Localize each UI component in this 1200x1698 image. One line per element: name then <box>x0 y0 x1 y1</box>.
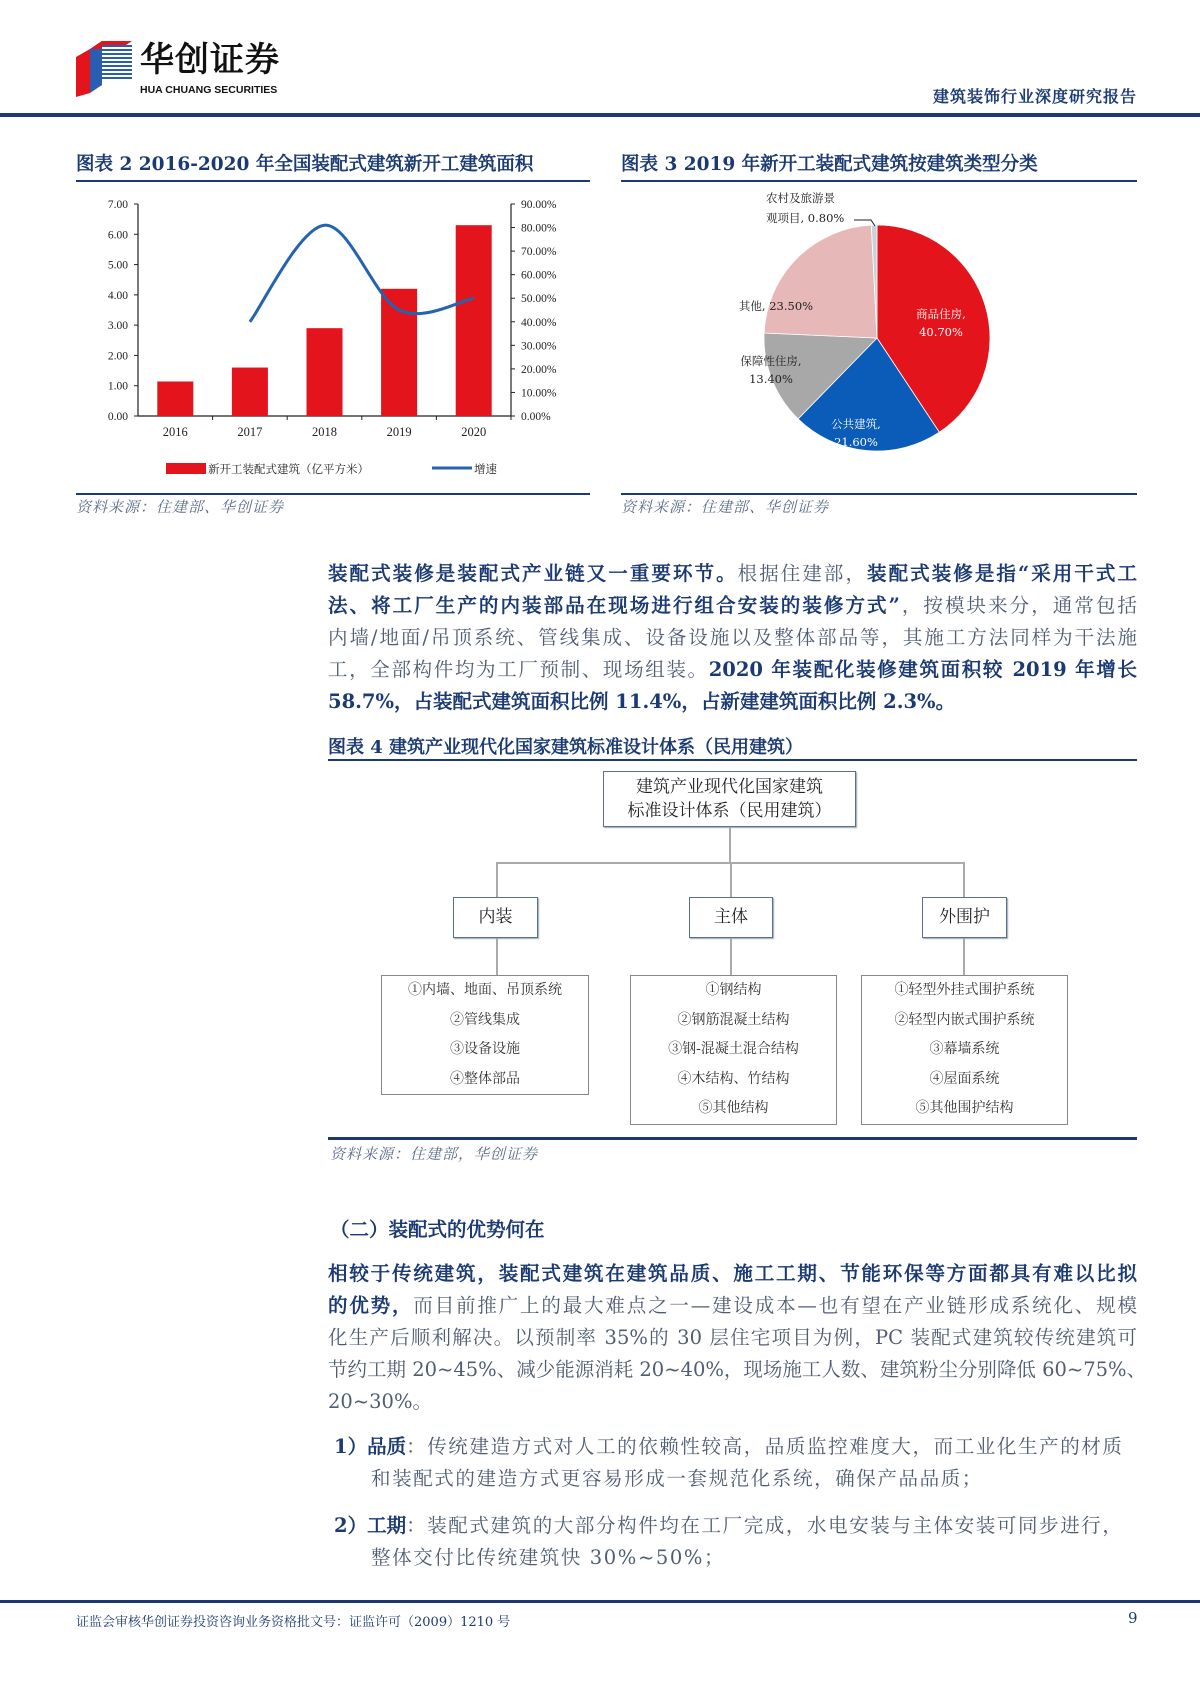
y2-tick-label: 0.00% <box>521 411 551 423</box>
text: 节约工期 20~45%、减少能源消耗 20~40%，现场施工人数、建筑粉尘分别降低 60~75%、 <box>328 1358 1147 1381</box>
x-tick-label: 2016 <box>162 425 188 439</box>
y-tick-label: 2.00 <box>107 350 128 363</box>
list-item-line <box>334 1510 1164 1542</box>
bold-text: 法、将工厂生产的内装部品在现场进行组合安装的装修方式” <box>328 594 900 617</box>
report-type: 建筑装饰行业深度研究报告 <box>932 87 1137 106</box>
y-tick-label: 4.00 <box>107 289 128 302</box>
list-item-line: 和装配式的建造方式更容易形成一套规范化系统，确保产品品质； <box>371 1467 983 1490</box>
list-item-line <box>334 1431 1164 1463</box>
text-line <box>328 1258 1137 1290</box>
pie-chart <box>621 190 1137 490</box>
text-line <box>328 1386 1137 1418</box>
logo-english-name: HUA CHUANG SECURITIES <box>140 84 278 96</box>
paragraph-assembled-decoration <box>328 558 1137 718</box>
diagram-root-node <box>603 771 856 827</box>
leaf-item: ②轻型内嵌式围护系统 <box>894 1011 1035 1028</box>
section-heading: （二）装配式的优势何在 <box>330 1218 545 1241</box>
y2-tick-label: 50.00% <box>521 293 557 306</box>
leaf-item: ②钢筋混凝土结构 <box>677 1011 790 1028</box>
bold-text: 相较于传统建筑，装配式建筑在建筑品质、施工工期、节能环保等方面都具有难以比拟 <box>328 1262 1137 1285</box>
slice-label-value: 观项目, 0.80% <box>766 211 845 225</box>
slice-label-value: 40.70% <box>919 325 963 339</box>
bar-chart <box>76 190 590 490</box>
leaf-item: ①钢结构 <box>705 982 762 998</box>
root-node-line-1: 建筑产业现代化国家建筑 <box>636 777 823 797</box>
legend-bar-label: 新开工装配式建筑（亿平方米） <box>208 462 369 476</box>
connector <box>496 938 498 975</box>
branch-node-envelope: 外围护 <box>922 897 1007 938</box>
figure-2-source: 资料来源：住建部、华创证券 <box>76 498 285 516</box>
page-number: 9 <box>1128 1609 1138 1627</box>
bar-2020 <box>456 225 492 416</box>
list-text: ：传统建造方式对人工的依赖性较高，品质监控难度大，而工业化生产的材质 <box>406 1435 1124 1458</box>
y2-tick-label: 30.00% <box>521 340 557 353</box>
header-divider <box>0 113 1200 117</box>
bold-text: 58.7%，占装配式建筑面积比例 11.4%，占新建建筑面积比例 2.3%。 <box>328 690 956 713</box>
branch-node-structure: 主体 <box>689 897 773 938</box>
bold-text: 装配式装修是装配式产业链又一重要环节。 <box>328 562 738 585</box>
footer-divider <box>0 1600 1200 1603</box>
growth-line <box>250 225 474 322</box>
leaf-item: ④整体部品 <box>450 1070 520 1087</box>
figure-3-title: 图表 3 2019 年新开工装配式建筑按建筑类型分类 <box>621 154 1038 175</box>
legend-line-label: 增速 <box>474 462 497 476</box>
y-tick-label: 1.00 <box>107 380 128 393</box>
paragraph-advantages <box>328 1258 1147 1418</box>
connector <box>963 862 965 897</box>
bold-text: 装配式装修是指“采用干式工 <box>867 562 1137 585</box>
leaf-item: ②管线集成 <box>450 1011 520 1028</box>
figure-4-title: 图表 4 建筑产业现代化国家建筑标准设计体系（民用建筑） <box>328 737 804 758</box>
slice-label-name: 公共建筑, <box>831 417 881 431</box>
y2-tick-label: 90.00% <box>521 199 557 211</box>
connector <box>730 938 732 975</box>
slice-label-name: 商品住房, <box>916 307 966 321</box>
connector <box>496 862 498 897</box>
figure-2-title-rule <box>76 180 590 182</box>
figure-4-source: 资料来源：住建部，华创证券 <box>330 1145 539 1163</box>
slice-label-value: 21.60% <box>834 435 878 449</box>
x-tick-label: 2019 <box>386 425 412 439</box>
legend-bar-swatch <box>166 463 206 474</box>
y2-tick-label: 80.00% <box>521 222 557 235</box>
y-tick-label: 6.00 <box>107 229 128 242</box>
figure-3-source: 资料来源：住建部、华创证券 <box>621 498 830 516</box>
bar-2016 <box>157 381 193 416</box>
slice-label-name: 农村及旅游景 <box>766 191 835 205</box>
connector <box>730 862 732 897</box>
slice-label-value: 13.40% <box>749 372 793 386</box>
leaf-item: ③钢-混凝土混合结构 <box>668 1041 799 1057</box>
figure-4-bottom-rule <box>328 1137 1137 1140</box>
leaf-item: ③幕墙系统 <box>929 1041 1000 1057</box>
text: 内墙/地面/吊顶系统、管线集成、设备设施以及整体部品等，其施工方法同样为干法施 <box>328 626 1137 649</box>
connector <box>963 938 965 975</box>
list-title: 工期 <box>367 1514 407 1537</box>
y2-tick-label: 20.00% <box>521 363 557 376</box>
root-node-line-2: 标准设计体系（民用建筑） <box>627 801 832 821</box>
connector <box>729 827 731 862</box>
branch-node-interior: 内装 <box>453 897 538 938</box>
y-tick-label: 5.00 <box>107 259 128 272</box>
list-title: 品质 <box>367 1435 407 1458</box>
text-line <box>328 622 1137 654</box>
figure-4-title-rule <box>328 759 1137 761</box>
text-line <box>328 654 1137 686</box>
leaf-list-envelope <box>861 975 1068 1125</box>
list-number: 1） <box>334 1435 368 1458</box>
leaf-item: ④木结构、竹结构 <box>677 1070 790 1087</box>
figure-2-bottom-rule <box>76 493 590 495</box>
y-tick-label: 0.00 <box>107 411 128 423</box>
leaf-list-structure <box>630 975 837 1125</box>
x-tick-label: 2020 <box>461 425 487 439</box>
text-line <box>328 1354 1147 1386</box>
text: 化生产后顺利解决。以预制率 35%的 30 层住宅项目为例，PC 装配式建筑较传统建筑可 <box>328 1326 1137 1349</box>
text-line <box>328 1290 1137 1322</box>
text-line <box>328 558 1137 590</box>
x-tick-label: 2018 <box>312 425 337 439</box>
bold-text: 2020 年装配化装修建筑面积较 2019 年增长 <box>708 658 1137 681</box>
y-tick-label: 7.00 <box>107 199 128 211</box>
figure-3-bottom-rule <box>621 493 1137 495</box>
list-item <box>334 1431 1164 1495</box>
pie-slice <box>764 225 877 338</box>
y2-tick-label: 70.00% <box>521 246 557 259</box>
text: 根据住建部， <box>737 562 868 585</box>
slice-label-name: 保障性住房, <box>740 354 802 368</box>
y2-tick-label: 60.00% <box>521 269 557 282</box>
text: 工，全部构件均为工厂预制、现场组装。 <box>328 658 709 681</box>
text-line <box>328 1322 1137 1354</box>
leaf-item: ③设备设施 <box>450 1041 520 1057</box>
y2-tick-label: 40.00% <box>521 316 557 329</box>
slice-label: 其他, 23.50% <box>738 299 814 313</box>
footer-license: 证监会审核华创证券投资咨询业务资格批文号：证监许可（2009）1210 号 <box>76 1615 511 1630</box>
text-line <box>328 686 1137 718</box>
logo-chinese-name: 华创证券 <box>140 40 280 80</box>
bar-2017 <box>232 368 268 416</box>
text: ，按模块来分，通常包括 <box>899 594 1137 617</box>
bar-2019 <box>381 289 417 416</box>
list-item-line: 整体交付比传统建筑快 30%~50%； <box>371 1546 726 1569</box>
leaf-item: ⑤其他围护结构 <box>915 1100 1014 1116</box>
text: 20~30%。 <box>328 1390 432 1413</box>
figure-3-title-rule <box>621 180 1137 182</box>
leaf-item: ①内墙、地面、吊顶系统 <box>408 982 562 998</box>
text: 而目前推广上的最大难点之一—建设成本—也有望在产业链形成系统化、规模 <box>413 1294 1137 1317</box>
list-item <box>334 1510 1164 1574</box>
list-number: 2） <box>334 1514 368 1537</box>
text-line <box>328 590 1137 622</box>
leaf-item: ④屋面系统 <box>929 1070 1000 1087</box>
leaf-item: ①轻型外挂式围护系统 <box>894 982 1035 998</box>
leaf-list-interior <box>381 975 589 1095</box>
figure-2-title: 图表 2 2016-2020 年全国装配式建筑新开工建筑面积 <box>76 154 534 175</box>
logo-mark-icon <box>76 41 134 97</box>
company-logo <box>76 41 306 99</box>
bold-text: 的优势， <box>328 1294 414 1317</box>
leaf-item: ⑤其他结构 <box>698 1100 769 1116</box>
list-text: ：装配式建筑的大部分构件均在工厂完成，水电安装与主体安装可同步进行， <box>406 1514 1124 1537</box>
x-tick-label: 2017 <box>237 425 263 439</box>
bar-2018 <box>307 328 343 416</box>
y2-tick-label: 10.00% <box>521 387 557 400</box>
y-tick-label: 3.00 <box>107 320 128 333</box>
